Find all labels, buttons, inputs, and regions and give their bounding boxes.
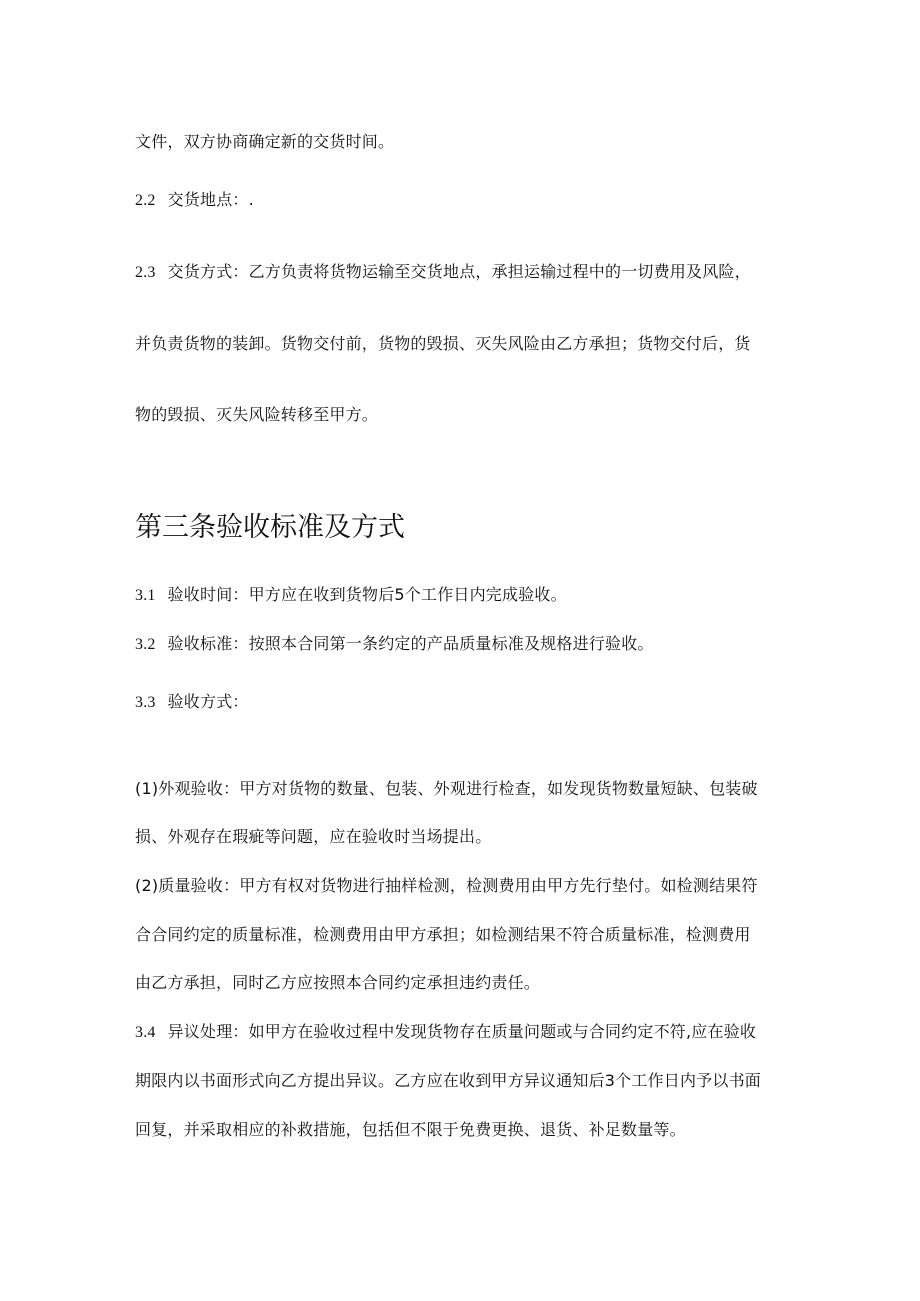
clause-2-2 bbox=[135, 189, 254, 212]
clause-number: 3.3 bbox=[135, 694, 156, 711]
text-line: 由乙方承担，同时乙方应按照本合同约定承担违约责任。 bbox=[135, 973, 541, 992]
clause-text: 交货方式：乙方负责将货物运输至交货地点，承担运输过程中的一切费用及风险， bbox=[167, 262, 751, 281]
clause-3-2 bbox=[135, 633, 654, 656]
clause-3-3 bbox=[135, 691, 249, 714]
clause-number: 3.4 bbox=[135, 1024, 156, 1041]
text-line: (1)外观验收：甲方对货物的数量、包装、外观进行检查，如发现货物数量短缺、包装破 bbox=[135, 779, 758, 798]
text-line: 并负责货物的装卸。货物交付前，货物的毁损、灭失风险由乙方承担；货物交付后，货 bbox=[135, 334, 751, 353]
clause-text: 验收标准：按照本合同第一条约定的产品质量标准及规格进行验收。 bbox=[167, 634, 654, 653]
clause-number: 3.2 bbox=[135, 636, 156, 653]
clause-3-1 bbox=[135, 584, 567, 607]
text-line: 期限内以书面形式向乙方提出异议。乙方应在收到甲方异议通知后3个工作日内予以书面 bbox=[135, 1071, 761, 1090]
clause-3-4 bbox=[135, 1021, 756, 1044]
clause-number: 2.3 bbox=[135, 264, 156, 281]
section-heading: 第三条验收标准及方式 bbox=[135, 512, 405, 543]
clause-2-3 bbox=[135, 261, 751, 284]
clause-text: 交货地点：. bbox=[167, 190, 254, 209]
clause-text: 异议处理：如甲方在验收过程中发现货物存在质量问题或与合同约定不符,应在验收 bbox=[167, 1022, 757, 1041]
text-line: 损、外观存在瑕疵等问题，应在验收时当场提出。 bbox=[135, 827, 492, 846]
clause-text: 验收方式： bbox=[167, 692, 249, 711]
clause-number: 3.1 bbox=[135, 587, 156, 604]
text-line: 回复，并采取相应的补救措施，包括但不限于免费更换、退货、补足数量等。 bbox=[135, 1120, 686, 1139]
text-line: (2)质量验收：甲方有权对货物进行抽样检测，检测费用由甲方先行垫付。如检测结果符 bbox=[135, 876, 758, 895]
text-line: 物的毁损、灭失风险转移至甲方。 bbox=[135, 405, 379, 424]
text-line-continuation: 文件，双方协商确定新的交货时间。 bbox=[135, 132, 395, 151]
clause-text: 验收时间：甲方应在收到货物后5个工作日内完成验收。 bbox=[167, 585, 567, 604]
text-line: 合合同约定的质量标准，检测费用由甲方承担；如检测结果不符合质量标准，检测费用 bbox=[135, 925, 751, 944]
clause-number: 2.2 bbox=[135, 192, 156, 209]
